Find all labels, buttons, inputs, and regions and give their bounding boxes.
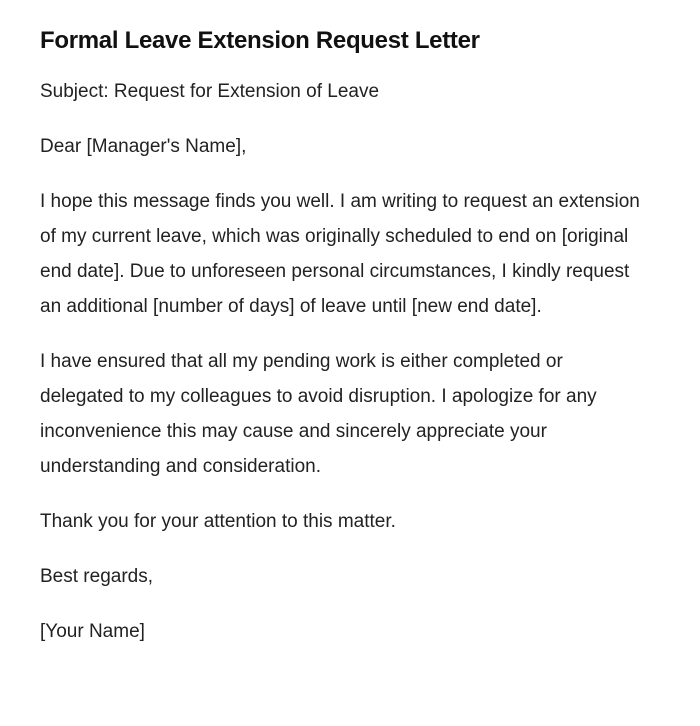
subject-line: Subject: Request for Extension of Leave [40,81,380,102]
thanks-line: Thank you for your attention to this matter. [40,511,396,532]
document-title: Formal Leave Extension Request Letter [40,27,480,54]
body-paragraph-2: I have ensured that all my pending work is either completed or delegated to my colleagues to avoid disruption. I apologize for any inconvenience this may cause and sincerely appreciate your understanding and consideration. [40,351,597,477]
salutation: Dear [Manager's Name], [40,136,247,157]
body-paragraph-1: I hope this message finds you well. I am writing to request an extension of my current leave, which was originally scheduled to end on [original end date]. Due to unforeseen personal circumstances, I kindly request an additional [number of days] of leave until [new end date]. [40,191,640,317]
signature-name: [Your Name] [40,621,145,642]
closing-line: Best regards, [40,566,153,587]
letter-document [40,22,650,669]
